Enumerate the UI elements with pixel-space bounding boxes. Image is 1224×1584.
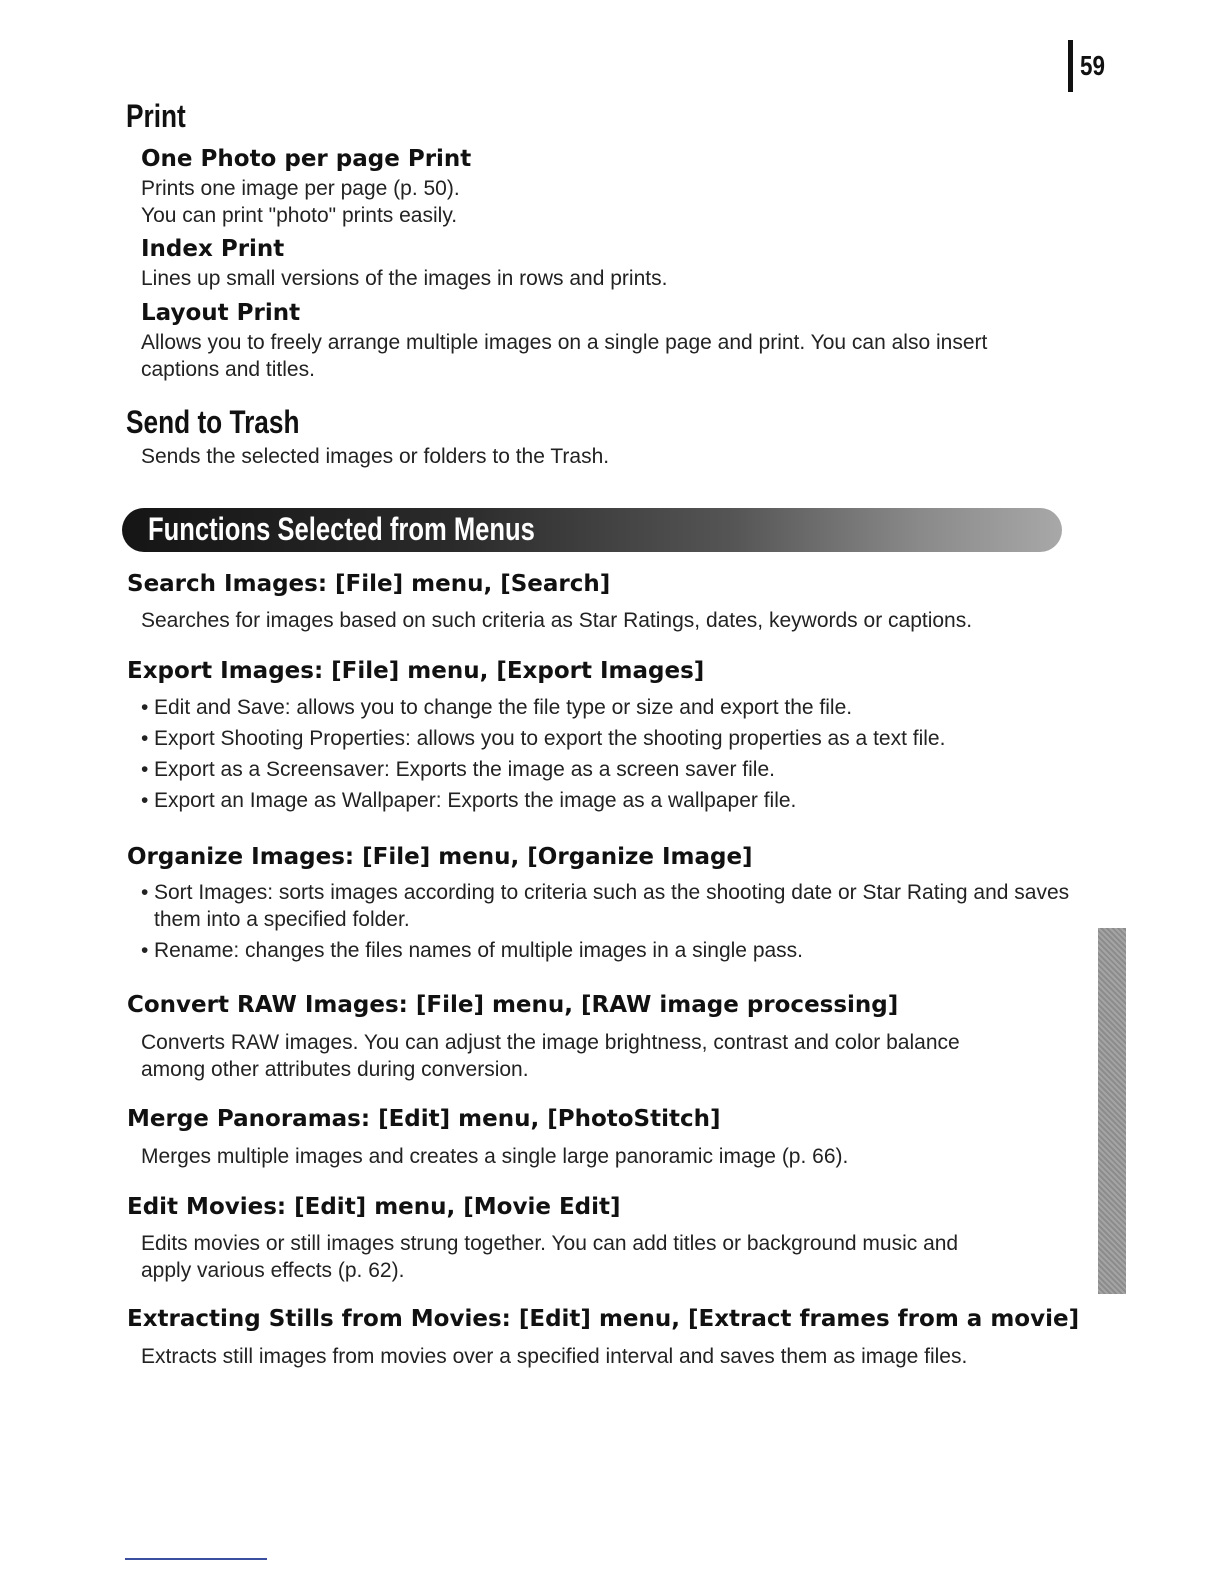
list-item: • Export as a Screensaver: Exports the image as a screen saver file. (141, 756, 945, 783)
subheading-layout-print: Layout Print (141, 300, 301, 326)
heading-edit-movies: Edit Movies: [Edit] menu, [Movie Edit] (127, 1194, 621, 1220)
extracting-stills-description: Extracts still images from movies over a specified interval and saves them as image files. (141, 1345, 968, 1368)
section-banner-title: Functions Selected from Menus (148, 511, 535, 547)
list-item: • Sort Images: sorts images according to criteria such as the shooting date or Star Rating and saves them into a specified folder. (141, 879, 1071, 933)
send-to-trash-description: Sends the selected images or folders to the Trash. (141, 445, 610, 468)
section-title-print: Print (126, 98, 186, 134)
footer-rule (125, 1558, 267, 1560)
edit-movies-description (141, 1230, 958, 1284)
text-line: apply various effects (p. 62). (141, 1259, 405, 1282)
list-item: • Export an Image as Wallpaper: Exports the image as a wallpaper file. (141, 787, 945, 814)
subheading-one-photo-print: One Photo per page Print (141, 146, 472, 172)
heading-organize-images: Organize Images: [File] menu, [Organize Image] (127, 844, 753, 870)
organize-images-list (141, 879, 1071, 964)
heading-export-images: Export Images: [File] menu, [Export Images] (127, 658, 705, 684)
convert-raw-description (141, 1029, 960, 1083)
subheading-index-print: Index Print (141, 236, 285, 262)
search-images-description: Searches for images based on such criteria as Star Ratings, dates, keywords or captions. (141, 609, 973, 632)
merge-panoramas-description: Merges multiple images and creates a single large panoramic image (p. 66). (141, 1145, 849, 1168)
heading-search-images: Search Images: [File] menu, [Search] (127, 571, 611, 597)
index-print-description (141, 265, 667, 292)
text-line: Converts RAW images. You can adjust the image brightness, contrast and color balance (141, 1031, 960, 1054)
layout-print-description (141, 329, 987, 383)
chapter-thumb-tab (1098, 928, 1126, 1294)
heading-merge-panoramas: Merge Panoramas: [Edit] menu, [PhotoStitch] (127, 1106, 721, 1132)
text-line: captions and titles. (141, 358, 315, 381)
heading-extracting-stills: Extracting Stills from Movies: [Edit] menu, [Extract frames from a movie] (127, 1306, 1080, 1332)
text-line: Prints one image per page (p. 50). (141, 177, 460, 200)
page-number-rule (1068, 40, 1073, 92)
section-title-send-to-trash: Send to Trash (126, 404, 300, 440)
text-line: Edits movies or still images strung together. You can add titles or background music and (141, 1232, 959, 1255)
text-line: You can print "photo" prints easily. (141, 204, 458, 227)
page-number: 59 (1080, 50, 1105, 81)
text-line: Allows you to freely arrange multiple images on a single page and print. You can also insert (141, 331, 988, 354)
list-item: • Export Shooting Properties: allows you to export the shooting properties as a text file. (141, 725, 945, 752)
one-photo-print-description (141, 175, 460, 229)
text-line: Lines up small versions of the images in rows and prints. (141, 267, 668, 290)
list-item: • Edit and Save: allows you to change the file type or size and export the file. (141, 694, 945, 721)
text-line: among other attributes during conversion. (141, 1058, 529, 1081)
export-images-list (141, 694, 945, 818)
heading-convert-raw-images: Convert RAW Images: [File] menu, [RAW image processing] (127, 992, 899, 1018)
list-item: • Rename: changes the files names of multiple images in a single pass. (141, 937, 1071, 964)
